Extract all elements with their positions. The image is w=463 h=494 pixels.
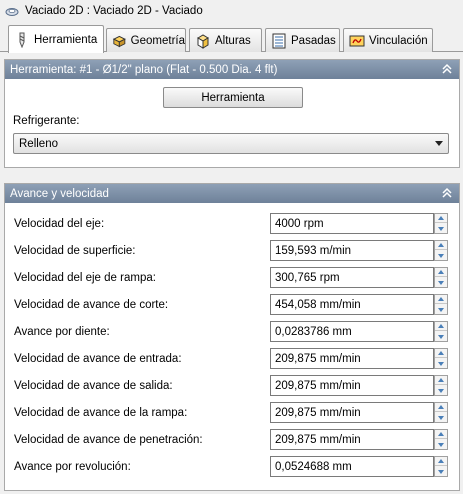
parameter-value-input[interactable]: 454,058 mm/min [270, 294, 434, 315]
spin-down-icon[interactable] [435, 386, 447, 395]
tab-label: Vinculación [369, 34, 428, 47]
parameter-label: Velocidad de avance de salida: [14, 380, 173, 392]
tab-vinculacion[interactable] [343, 28, 433, 52]
spin-up-icon[interactable] [435, 214, 447, 223]
spin-control[interactable] [434, 240, 448, 261]
window-title: Vaciado 2D : Vaciado 2D - Vaciado [25, 5, 203, 17]
coolant-value: Relleno [19, 137, 58, 150]
spin-down-icon[interactable] [435, 440, 447, 449]
spin-down-icon[interactable] [435, 359, 447, 368]
tab-geometria[interactable] [106, 28, 186, 52]
tab-pasadas[interactable] [265, 28, 340, 52]
collapse-icon[interactable] [440, 62, 454, 76]
spin-control[interactable] [434, 294, 448, 315]
spin-down-icon[interactable] [435, 278, 447, 287]
select-tool-button[interactable]: Herramienta [163, 87, 303, 108]
parameter-row [5, 294, 459, 316]
spin-up-icon[interactable] [435, 241, 447, 250]
spin-up-icon[interactable] [435, 295, 447, 304]
tab-label: Alturas [215, 34, 251, 47]
spin-control[interactable] [434, 375, 448, 396]
parameter-row [5, 267, 459, 289]
tool-section [4, 59, 460, 168]
parameter-row [5, 240, 459, 262]
spin-up-icon[interactable] [435, 430, 447, 439]
parameter-label: Velocidad de superficie: [14, 245, 136, 257]
collapse-icon[interactable] [440, 186, 454, 200]
chevron-down-icon [435, 141, 443, 146]
spin-control[interactable] [434, 213, 448, 234]
spin-up-icon[interactable] [435, 376, 447, 385]
spin-control[interactable] [434, 402, 448, 423]
parameter-label: Avance por revolución: [14, 461, 131, 473]
parameter-value-input[interactable]: 209,875 mm/min [270, 429, 434, 450]
heights-icon [195, 33, 211, 49]
parameter-value-input[interactable]: 159,593 m/min [270, 240, 434, 261]
spin-down-icon[interactable] [435, 467, 447, 476]
spin-up-icon[interactable] [435, 457, 447, 466]
tab-label: Geometría [130, 34, 185, 47]
section-title: Herramienta: #1 - Ø1/2" plano (Flat - 0.500 Dia. 4 flt) [10, 63, 278, 76]
parameter-row [5, 402, 459, 424]
section-title: Avance y velocidad [10, 187, 109, 200]
spin-up-icon[interactable] [435, 268, 447, 277]
parameter-label: Velocidad del eje: [14, 218, 105, 230]
spin-control[interactable] [434, 429, 448, 450]
parameter-value-input[interactable]: 0,0524688 mm [270, 456, 434, 477]
parameter-row [5, 321, 459, 343]
parameter-label: Velocidad del eje de rampa: [14, 272, 156, 284]
parameter-row [5, 456, 459, 478]
tool-section-header[interactable] [5, 60, 459, 79]
parameter-row [5, 429, 459, 451]
parameter-value-input[interactable]: 300,765 rpm [270, 267, 434, 288]
tab-herramienta[interactable] [8, 25, 104, 53]
feed-section-header[interactable] [5, 184, 459, 203]
parameter-value-input[interactable]: 209,875 mm/min [270, 402, 434, 423]
window-titlebar [0, 0, 463, 22]
parameter-row [5, 213, 459, 235]
operation-icon [5, 4, 19, 18]
parameter-value-input[interactable]: 209,875 mm/min [270, 375, 434, 396]
tab-label: Pasadas [291, 34, 336, 47]
spin-down-icon[interactable] [435, 251, 447, 260]
parameter-value-input[interactable]: 0,0283786 mm [270, 321, 434, 342]
tool-icon [14, 32, 30, 48]
parameter-value-input[interactable]: 4000 rpm [270, 213, 434, 234]
spin-up-icon[interactable] [435, 322, 447, 331]
spin-down-icon[interactable] [435, 413, 447, 422]
coolant-select[interactable] [13, 133, 449, 154]
spin-down-icon[interactable] [435, 224, 447, 233]
feed-speed-section [4, 183, 460, 491]
tab-bar [0, 25, 463, 52]
parameter-label: Velocidad de avance de entrada: [14, 353, 182, 365]
spin-control[interactable] [434, 267, 448, 288]
geometry-icon [112, 33, 127, 49]
spin-down-icon[interactable] [435, 305, 447, 314]
spin-up-icon[interactable] [435, 403, 447, 412]
parameter-row [5, 375, 459, 397]
tab-label: Herramienta [34, 33, 98, 46]
spin-up-icon[interactable] [435, 349, 447, 358]
coolant-label: Refrigerante: [13, 115, 80, 127]
spin-control[interactable] [434, 348, 448, 369]
passes-icon [271, 33, 287, 49]
linking-icon [349, 33, 365, 49]
spin-control[interactable] [434, 456, 448, 477]
parameter-label: Velocidad de avance de penetración: [14, 434, 203, 446]
spin-control[interactable] [434, 321, 448, 342]
parameter-row [5, 348, 459, 370]
parameter-label: Velocidad de avance de corte: [14, 299, 169, 311]
tab-alturas[interactable] [189, 28, 262, 52]
parameter-value-input[interactable]: 209,875 mm/min [270, 348, 434, 369]
parameter-label: Avance por diente: [14, 326, 110, 338]
parameter-label: Velocidad de avance de la rampa: [14, 407, 188, 419]
spin-down-icon[interactable] [435, 332, 447, 341]
